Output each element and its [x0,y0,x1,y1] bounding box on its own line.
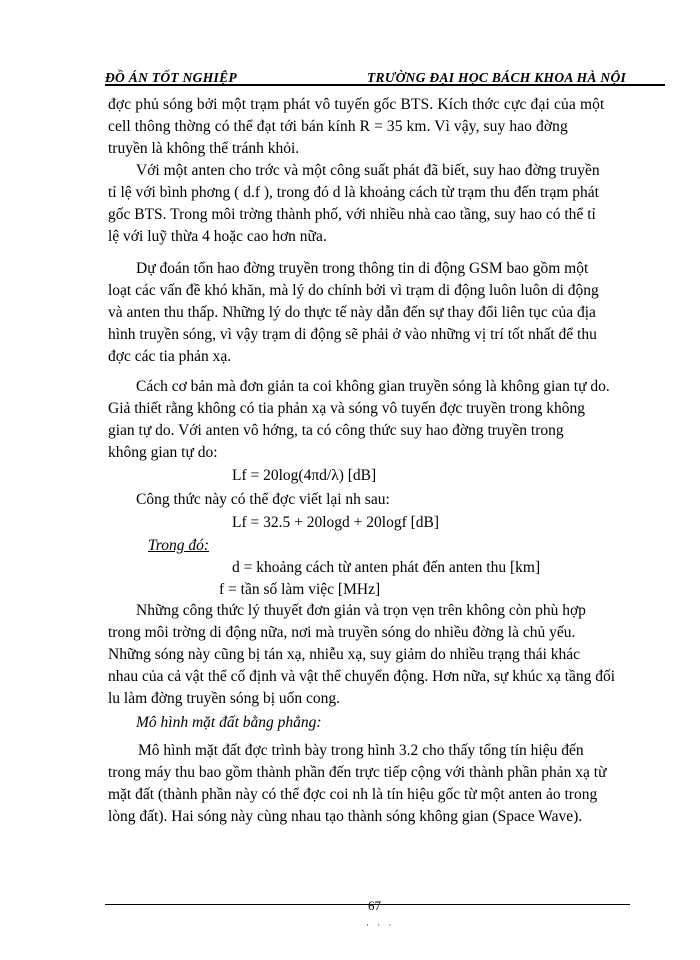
paragraph-5 [108,600,648,710]
definition-d: d = khoảng cách từ anten phát đến anten thu [km] [232,559,541,576]
paragraph-line: Dự đoán tổn hao đờng truyền trong thông tin di động GSM bao gồm một [136,260,589,277]
paragraph-line: Mô hình mặt đất đợc trình bày trong hình 3.2 cho thấy tổng tín hiệu đến [138,742,584,759]
paragraph-line: đợc phủ sóng bởi một trạm phát vô tuyến gốc BTS. Kích thớc cực đại của một [108,96,605,113]
paragraph-4 [108,376,648,464]
expanded-loss-formula: Lf = 32.5 + 20logd + 20logf [dB] [232,514,440,531]
paragraph-line: không gian tự do: [108,444,218,461]
paragraph-1 [108,94,648,160]
where-label: Trong đó: [148,537,210,554]
paragraph-line: loạt các vấn đề khó khăn, mà lý do chính bởi vì trạm di động luôn luôn di động [108,282,599,299]
paragraph-line: Những công thức lý thuyết đơn giản và trọn vẹn trên không còn phù hợp [136,602,586,619]
paragraph-3 [108,258,648,368]
paragraph-line: mặt đất (thành phần này có thể đợc coi nh là tín hiệu gốc từ một anten ảo trong [108,786,598,803]
header-divider [105,84,665,86]
section-subheading: Mô hình mặt đất bằng phẳng: [136,714,322,731]
paragraph-6 [108,740,648,828]
paragraph-line: Với một anten cho trớc và một công suất phát đã biết, suy hao đờng truyền [136,162,600,179]
paragraph-2 [108,160,648,248]
paragraph-line: gian tự do. Với anten vô hớng, ta có công thức suy hao đờng truyền trong [108,422,564,439]
paragraph-line: lu làm đờng truyền sóng bị uốn cong. [108,690,341,707]
paragraph-line: trong máy thu bao gồm thành phần đến trực tiếp cộng với thành phần phản xạ từ [108,764,607,781]
header-thesis-title: ĐỒ ÁN TỐT NGHIỆP [105,70,237,85]
paragraph-line: và anten thu thấp. Những lý do thực tế này dẫn đến sự thay đổi liên tục của địa [108,304,596,321]
formula-rewrite-text: Công thức này có thể đợc viết lại nh sau: [136,491,390,508]
paragraph-line: truyền là không thể tránh khỏi. [108,140,300,157]
paragraph-line: hình truyền sóng, vì vậy trạm di động sẽ phải ở vào những vị trí tốt nhất để thu [108,326,597,343]
paragraph-line: trong môi trờng di động nữa, nơi mà truyền sóng do nhiều đờng là chủ yếu. [108,624,576,641]
header-university-name: TRƯỜNG ĐẠI HỌC BÁCH KHOA HÀ NỘI [367,70,627,85]
paragraph-line: tỉ lệ với bình phơng ( d.f ), trong đó d là khoảng cách từ trạm thu đến trạm phát [108,184,599,201]
paragraph-line: đợc các tia phản xạ. [108,348,232,365]
page-number: 67 [368,898,381,913]
paragraph-line: gốc BTS. Trong môi trờng thành phố, với nhiều nhà cao tầng, suy hao có thể tỉ [108,206,596,223]
paragraph-line: lệ với luỹ thừa 4 hoặc cao hơn nữa. [108,228,327,245]
paragraph-line: Cách cơ bản mà đơn giản ta coi không gian truyền sóng là không gian tự do. [136,378,610,395]
paragraph-line: nhau của cả vật thể cố định và vật thể chuyển động. Hơn nữa, sự khúc xạ tầng đối [108,668,616,685]
free-space-loss-formula: Lf = 20log(4πd/λ) [dB] [232,467,377,484]
paragraph-line: Những sóng này cũng bị tán xạ, nhiễu xạ, suy giảm do nhiều trạng thái khác [108,646,581,663]
paragraph-line: lòng đất). Hai sóng này cùng nhau tạo thành sóng không gian (Space Wave). [108,808,583,825]
footer-dots: · · · [366,920,395,930]
paragraph-line: cell thông thờng có thể đạt tới bán kính R = 35 km. Vì vậy, suy hao đờng [108,118,568,135]
definition-f: f = tần số làm việc [MHz] [219,581,381,598]
paragraph-line: Giả thiết rằng không có tia phản xạ và sóng vô tuyến đợc truyền trong không [108,400,585,417]
page-header [105,70,665,90]
